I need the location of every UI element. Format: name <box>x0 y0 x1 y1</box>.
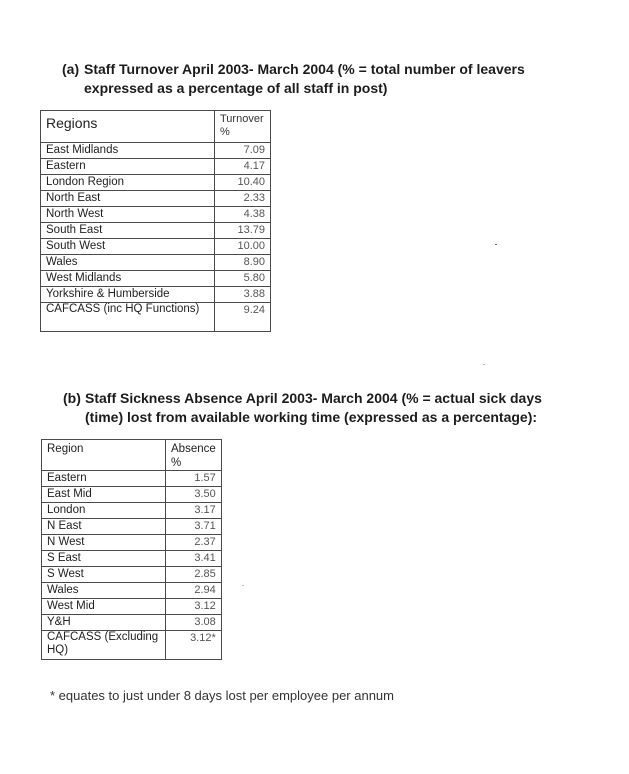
region-cell: N East <box>42 519 166 535</box>
absence-header-region: Region <box>42 440 166 471</box>
value-cell: 10.40 <box>215 175 271 191</box>
value-cell: 8.90 <box>215 255 271 271</box>
table-row <box>42 471 222 487</box>
value-cell: 3.12* <box>166 631 222 660</box>
turnover-table <box>40 110 271 332</box>
region-cell: S East <box>42 551 166 567</box>
table-row <box>42 551 222 567</box>
table-row <box>42 567 222 583</box>
section-b-title-line-2: (time) lost from available working time (expressed as a percentage): <box>85 409 538 425</box>
region-cell: S West <box>42 567 166 583</box>
absence-header-value: Absence % <box>166 440 222 471</box>
value-cell: 3.50 <box>166 487 222 503</box>
region-cell: Yorkshire & Humberside <box>41 287 215 303</box>
footnote: * equates to just under 8 days lost per employee per annum <box>50 688 394 703</box>
table-row <box>41 239 271 255</box>
region-cell: London <box>42 503 166 519</box>
sickness-absence-table <box>41 439 222 660</box>
section-a-marker: (a) <box>62 61 80 77</box>
table-row <box>42 583 222 599</box>
region-cell: Eastern <box>41 159 215 175</box>
section-a-heading <box>62 60 562 98</box>
value-cell: 3.71 <box>166 519 222 535</box>
region-cell: South East <box>41 223 215 239</box>
value-cell: 2.85 <box>166 567 222 583</box>
table-row <box>41 143 271 159</box>
table-row <box>42 503 222 519</box>
value-cell: 9.24 <box>215 303 271 332</box>
region-cell: Y&H <box>42 615 166 631</box>
scan-speck <box>242 585 244 586</box>
region-cell: West Midlands <box>41 271 215 287</box>
section-b-title-line-1: Staff Sickness Absence April 2003- March 2004 (% = actual sick days <box>85 390 542 406</box>
region-cell: Wales <box>42 583 166 599</box>
turnover-header-region: Regions <box>41 111 215 143</box>
table-row <box>41 175 271 191</box>
section-b-marker: (b) <box>63 390 81 406</box>
value-cell: 10.00 <box>215 239 271 255</box>
turnover-header-value: Turnover % <box>215 111 271 143</box>
turnover-header-row <box>41 111 271 143</box>
value-cell: 4.38 <box>215 207 271 223</box>
scan-speck <box>483 364 485 365</box>
table-row <box>42 631 222 660</box>
region-cell: North West <box>41 207 215 223</box>
table-row <box>41 223 271 239</box>
table-row <box>41 303 271 332</box>
table-row <box>42 599 222 615</box>
region-cell: London Region <box>41 175 215 191</box>
table-row <box>41 159 271 175</box>
table-row <box>41 287 271 303</box>
region-cell: Wales <box>41 255 215 271</box>
table-row <box>42 615 222 631</box>
region-cell: South West <box>41 239 215 255</box>
scan-speck <box>495 244 497 245</box>
table-row <box>41 255 271 271</box>
region-cell: N West <box>42 535 166 551</box>
table-row <box>42 487 222 503</box>
value-cell: 5.80 <box>215 271 271 287</box>
value-cell: 4.17 <box>215 159 271 175</box>
region-cell: CAFCASS (Excluding HQ) <box>42 631 166 660</box>
region-cell: East Midlands <box>41 143 215 159</box>
table-row <box>41 191 271 207</box>
region-cell: North East <box>41 191 215 207</box>
region-cell: Eastern <box>42 471 166 487</box>
table-row <box>41 271 271 287</box>
table-row <box>42 519 222 535</box>
value-cell: 7.09 <box>215 143 271 159</box>
value-cell: 3.41 <box>166 551 222 567</box>
value-cell: 2.94 <box>166 583 222 599</box>
value-cell: 3.12 <box>166 599 222 615</box>
value-cell: 13.79 <box>215 223 271 239</box>
value-cell: 3.08 <box>166 615 222 631</box>
section-b-heading <box>63 389 583 427</box>
table-row <box>42 535 222 551</box>
region-cell: West Mid <box>42 599 166 615</box>
value-cell: 1.57 <box>166 471 222 487</box>
value-cell: 3.17 <box>166 503 222 519</box>
value-cell: 3.88 <box>215 287 271 303</box>
value-cell: 2.33 <box>215 191 271 207</box>
section-a-title-line-2: expressed as a percentage of all staff in post) <box>84 80 388 96</box>
region-cell: East Mid <box>42 487 166 503</box>
value-cell: 2.37 <box>166 535 222 551</box>
absence-header-row <box>42 440 222 471</box>
region-cell: CAFCASS (inc HQ Functions) <box>41 303 215 332</box>
table-row <box>41 207 271 223</box>
section-a-title-line-1: Staff Turnover April 2003- March 2004 (% = total number of leavers <box>84 61 525 77</box>
